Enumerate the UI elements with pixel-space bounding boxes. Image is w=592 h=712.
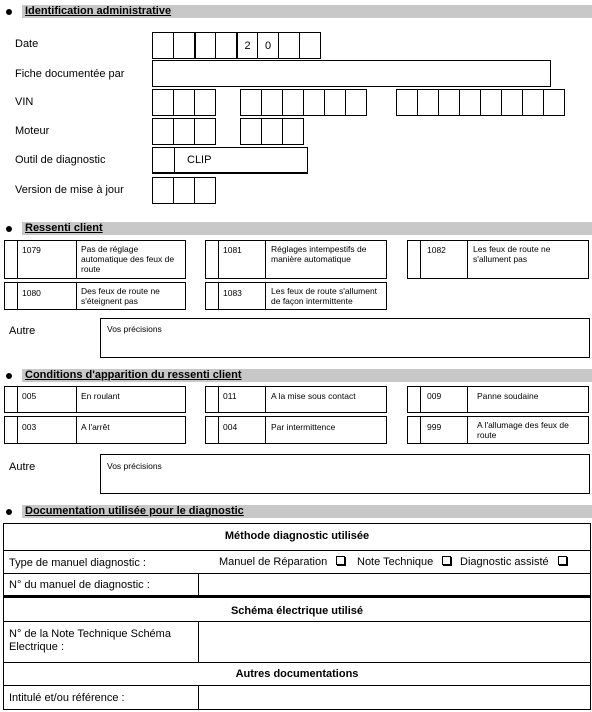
vin-field-b[interactable] (240, 89, 366, 116)
condition-item[interactable] (218, 386, 387, 413)
condition-text: En roulant (81, 391, 120, 401)
ressenti-item[interactable] (218, 240, 387, 279)
section-title-identification: Identification administrative (25, 5, 172, 17)
fiche-label: Fiche documentée par (15, 68, 125, 80)
note-schema-label: N° de la Note Technique Schéma Electrique : (9, 628, 171, 653)
section-bullet (6, 373, 12, 379)
moteur-cell[interactable] (194, 118, 216, 145)
vin-cell[interactable] (345, 89, 367, 116)
vin-cell[interactable] (396, 89, 418, 116)
vin-cell[interactable] (173, 89, 195, 116)
condition-text: Panne soudaine (477, 391, 539, 401)
version-label: Version de mise à jour (15, 184, 124, 196)
moteur-cell[interactable] (173, 118, 195, 145)
checkbox-icon[interactable] (336, 556, 345, 565)
date-digit[interactable] (152, 32, 174, 59)
autre-label: Autre (9, 325, 36, 337)
vin-cell[interactable] (240, 89, 262, 116)
date-digit[interactable] (278, 32, 300, 59)
vin-cell[interactable] (480, 89, 502, 116)
condition-text: A l'arrêt (81, 422, 110, 432)
ressenti-code: 1080 (22, 288, 41, 298)
vin-field-a[interactable] (152, 89, 215, 116)
section-bullet (6, 9, 12, 15)
ressenti-code: 1079 (22, 245, 41, 255)
condition-item[interactable] (218, 416, 387, 444)
vin-cell[interactable] (501, 89, 523, 116)
fiche-input[interactable] (152, 60, 551, 87)
moteur-field-b[interactable] (240, 118, 303, 145)
version-cell[interactable] (194, 177, 216, 204)
section-title-documentation: Documentation utilisée pour le diagnostic (25, 505, 244, 517)
vin-cell[interactable] (194, 89, 216, 116)
checkbox[interactable] (407, 416, 421, 444)
ressenti-item[interactable] (420, 240, 589, 279)
section-bullet (6, 226, 12, 232)
vin-cell[interactable] (324, 89, 346, 116)
option-assiste-label: Diagnostic assisté (460, 556, 549, 568)
option-assiste[interactable] (460, 556, 567, 568)
vin-cell[interactable] (261, 89, 283, 116)
ressenti-item[interactable] (218, 282, 387, 310)
date-field[interactable] (152, 32, 320, 59)
option-note[interactable] (357, 556, 451, 568)
condition-item[interactable] (17, 416, 186, 444)
vin-label: VIN (15, 96, 34, 108)
checkbox-icon[interactable] (442, 556, 451, 565)
section-title-conditions: Conditions d'apparition du ressenti client (25, 369, 242, 381)
version-cell[interactable] (152, 177, 174, 204)
section-bar (22, 222, 592, 235)
checkbox[interactable] (4, 416, 18, 444)
numero-input[interactable] (199, 574, 590, 595)
option-manuel-label: Manuel de Réparation (219, 556, 328, 568)
date-digit[interactable] (173, 32, 195, 59)
checkbox-icon[interactable] (558, 556, 567, 565)
conditions-autre-input[interactable] (100, 454, 590, 494)
outil-field[interactable] (152, 147, 308, 174)
vin-cell[interactable] (303, 89, 325, 116)
checkbox[interactable] (205, 416, 219, 444)
date-digit[interactable]: 0 (257, 32, 279, 59)
vin-cell[interactable] (417, 89, 439, 116)
documentation-table (3, 523, 591, 710)
ressenti-text: Des feux de route ne s'éteignent pas (81, 286, 160, 306)
ressenti-autre-input[interactable] (100, 318, 590, 358)
condition-text: Par intermittence (271, 422, 336, 432)
checkbox[interactable] (407, 240, 421, 279)
version-cell[interactable] (173, 177, 195, 204)
condition-text: A la mise sous contact (271, 391, 356, 401)
condition-code: 009 (427, 391, 442, 401)
type-label: Type de manuel diagnostic : (9, 557, 146, 569)
condition-code: 005 (22, 391, 37, 401)
ressenti-item[interactable] (17, 240, 186, 279)
vin-cell[interactable] (282, 89, 304, 116)
checkbox[interactable] (205, 240, 219, 279)
condition-code: 011 (223, 391, 237, 401)
condition-item[interactable] (420, 386, 589, 413)
vin-cell[interactable] (522, 89, 544, 116)
autre-placeholder: Vos précisions (107, 461, 162, 471)
schema-header: Schéma électrique utilisé (230, 605, 364, 617)
moteur-cell[interactable] (152, 118, 174, 145)
option-manuel[interactable] (219, 556, 345, 568)
checkbox[interactable] (407, 386, 421, 413)
date-digit[interactable]: 2 (236, 32, 258, 59)
ressenti-item[interactable] (17, 282, 186, 310)
moteur-cell[interactable] (282, 118, 304, 145)
moteur-cell[interactable] (261, 118, 283, 145)
outil-value: CLIP (187, 154, 212, 166)
ressenti-code: 1083 (223, 288, 242, 298)
ressenti-code: 1082 (427, 245, 446, 255)
vin-field-c[interactable] (396, 89, 564, 116)
section-title-ressenti: Ressenti client (25, 222, 103, 234)
ressenti-code: 1081 (223, 245, 242, 255)
moteur-cell[interactable] (240, 118, 262, 145)
date-digit[interactable] (299, 32, 321, 59)
ressenti-text: Les feux de route ne s'allument pas (473, 244, 551, 264)
condition-code: 003 (22, 422, 37, 432)
ressenti-text: Les feux de route s'allument de façon intermittente (271, 286, 378, 306)
autre-placeholder: Vos précisions (107, 324, 162, 334)
vin-cell[interactable] (543, 89, 565, 116)
checkbox[interactable] (4, 240, 18, 279)
autres-header: Autres documentations (235, 668, 359, 680)
version-field[interactable] (152, 177, 215, 204)
date-digit[interactable] (194, 32, 216, 59)
date-digit[interactable] (215, 32, 237, 59)
autre-label: Autre (9, 461, 36, 473)
condition-code: 999 (427, 422, 442, 432)
numero-label: N° du manuel de diagnostic : (9, 579, 150, 591)
outil-label: Outil de diagnostic (15, 154, 106, 166)
condition-item[interactable] (420, 416, 589, 444)
option-note-label: Note Technique (357, 556, 434, 568)
ressenti-text: Réglages intempestifs de manière automatique (271, 244, 367, 264)
checkbox[interactable] (4, 282, 18, 310)
checkbox[interactable] (205, 282, 219, 310)
section-bullet (6, 509, 12, 515)
condition-code: 004 (223, 422, 238, 432)
checkbox[interactable] (4, 386, 18, 413)
condition-text: A l'allumage des feux de route (477, 420, 569, 440)
date-label: Date (15, 38, 39, 50)
moteur-field-a[interactable] (152, 118, 215, 145)
intitule-input[interactable] (199, 686, 590, 709)
vin-cell[interactable] (438, 89, 460, 116)
ressenti-text: Pas de réglage automatique des feux de route (81, 244, 175, 274)
checkbox[interactable] (205, 386, 219, 413)
vin-cell[interactable] (152, 89, 174, 116)
methode-header: Méthode diagnostic utilisée (224, 530, 370, 542)
intitule-label: Intitulé et/ou référence : (9, 692, 125, 704)
note-schema-input[interactable] (199, 622, 590, 662)
condition-item[interactable] (17, 386, 186, 413)
moteur-label: Moteur (15, 125, 50, 137)
vin-cell[interactable] (459, 89, 481, 116)
